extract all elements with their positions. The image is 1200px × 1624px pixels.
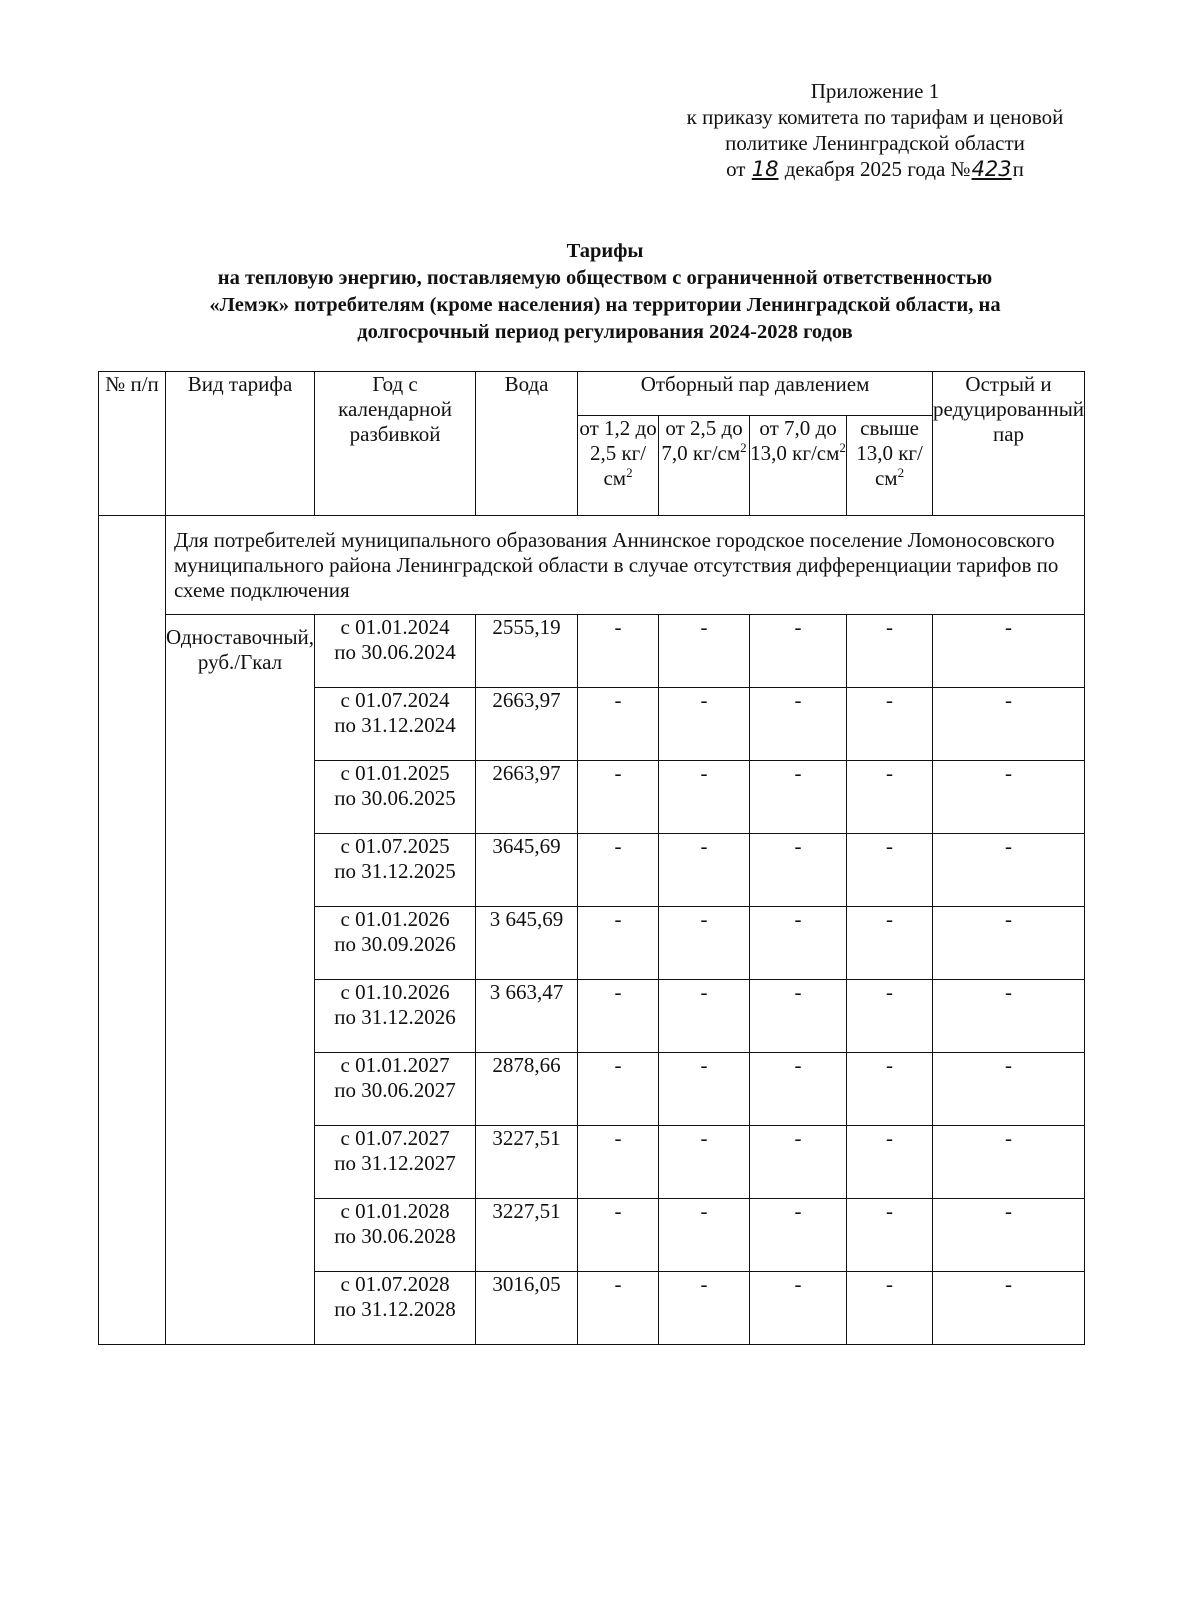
period-from: с 01.01.2024 (340, 615, 450, 639)
period-cell (315, 907, 476, 980)
period-to: по 31.12.2026 (334, 1005, 456, 1029)
dash-cell: - (578, 1126, 659, 1199)
period-to: по 31.12.2028 (334, 1297, 456, 1321)
dash-cell: - (659, 1053, 750, 1126)
title-line-4: долгосрочный период регулирования 2024-2028 годов (357, 321, 853, 343)
period-to: по 31.12.2024 (334, 713, 456, 737)
dash-cell: - (578, 688, 659, 761)
section-description: Для потребителей муниципального образования Аннинское городское поселение Ломоносовского муниципального района Ленинградской области в случае отсутствия дифференциации тарифов по схеме подключения (166, 516, 1085, 615)
period-cell (315, 834, 476, 907)
dash-cell: - (578, 907, 659, 980)
sup1: 2 (626, 465, 633, 480)
section-row (99, 516, 1085, 615)
dash-cell: - (750, 907, 847, 980)
dash-cell: - (578, 615, 659, 688)
dash-cell: - (847, 688, 933, 761)
dash-cell: - (847, 1126, 933, 1199)
sup4: 2 (897, 465, 905, 480)
dash-cell: - (659, 980, 750, 1053)
dash-cell: - (750, 1053, 847, 1126)
sub4-text: свыше 13,0 кг/см (856, 416, 923, 490)
header-number: № п/п (99, 372, 166, 516)
water-tariff-cell: 2555,19 (476, 615, 578, 688)
title-line-2: на тепловую энергию, поставляемую обществом с ограниченной ответственностью (217, 267, 993, 289)
period-from: с 01.07.2028 (340, 1272, 450, 1296)
period-from: с 01.01.2025 (340, 761, 450, 785)
water-tariff-cell: 3 663,47 (476, 980, 578, 1053)
dash-cell: - (847, 834, 933, 907)
dash-cell: - (750, 688, 847, 761)
dash-cell: - (578, 834, 659, 907)
number-suffix: п (1012, 157, 1024, 181)
dash-cell: - (847, 1053, 933, 1126)
handwritten-number: 423 (971, 157, 1012, 181)
title-line-1: Тарифы (566, 240, 644, 262)
tariff-kind-cell: Одноставочный, руб./Гкал (166, 615, 315, 1345)
water-tariff-cell: 3016,05 (476, 1272, 578, 1345)
dash-cell: - (847, 907, 933, 980)
period-from: с 01.01.2028 (340, 1199, 450, 1223)
table-row (99, 615, 1085, 688)
dash-cell: - (933, 688, 1085, 761)
sub1-text: от 1,2 до 2,5 кг/см (579, 416, 657, 490)
dash-cell: - (750, 980, 847, 1053)
appendix-line-3: политике Ленинградской области (725, 131, 1025, 155)
dash-cell: - (750, 1126, 847, 1199)
period-cell (315, 1053, 476, 1126)
dash-cell: - (578, 1199, 659, 1272)
dash-cell: - (933, 1272, 1085, 1345)
sub2-text: от 2,5 до 7,0 кг/см (661, 416, 743, 465)
water-tariff-cell: 3645,69 (476, 834, 578, 907)
water-tariff-cell: 2663,97 (476, 761, 578, 834)
header-acute-steam: Острый и редуцированный пар (933, 372, 1085, 516)
dash-cell: - (659, 907, 750, 980)
period-to: по 31.12.2027 (334, 1151, 456, 1175)
appendix-header (640, 78, 1110, 182)
header-selected-steam: Отборный пар давлением (578, 372, 933, 416)
dash-cell: - (847, 1199, 933, 1272)
dash-cell: - (847, 615, 933, 688)
period-to: по 30.06.2028 (334, 1224, 456, 1248)
dash-cell: - (847, 1272, 933, 1345)
dash-cell: - (578, 1053, 659, 1126)
dash-cell: - (659, 688, 750, 761)
dash-cell: - (659, 615, 750, 688)
dash-cell: - (659, 834, 750, 907)
dash-cell: - (933, 907, 1085, 980)
dash-cell: - (750, 834, 847, 907)
period-to: по 30.06.2027 (334, 1078, 456, 1102)
period-from: с 01.07.2024 (340, 688, 450, 712)
dash-cell: - (659, 1126, 750, 1199)
dash-cell: - (578, 980, 659, 1053)
dash-cell: - (578, 761, 659, 834)
dash-cell: - (659, 1272, 750, 1345)
period-cell (315, 980, 476, 1053)
sup3: 2 (839, 440, 846, 455)
dash-cell: - (933, 980, 1085, 1053)
dash-cell: - (933, 1126, 1085, 1199)
header-tariff-kind: Вид тарифа (166, 372, 315, 516)
handwritten-day: 18 (751, 157, 779, 181)
dash-cell: - (933, 615, 1085, 688)
dash-cell: - (750, 615, 847, 688)
period-cell (315, 688, 476, 761)
header-steam-7-13 (750, 416, 847, 516)
dash-cell: - (847, 980, 933, 1053)
period-from: с 01.10.2026 (340, 980, 450, 1004)
appendix-line-2: к приказу комитета по тарифам и ценовой (686, 105, 1064, 129)
period-to: по 30.06.2025 (334, 786, 456, 810)
date-prefix: от (726, 157, 746, 181)
header-steam-1-2-5 (578, 416, 659, 516)
period-to: по 30.06.2024 (334, 640, 456, 664)
dash-cell: - (933, 1053, 1085, 1126)
period-to: по 30.09.2026 (334, 932, 456, 956)
dash-cell: - (659, 761, 750, 834)
date-middle: декабря 2025 года № (784, 157, 971, 181)
dash-cell: - (847, 761, 933, 834)
dash-cell: - (750, 761, 847, 834)
dash-cell: - (933, 761, 1085, 834)
appendix-date-line (640, 156, 1110, 182)
water-tariff-cell: 2878,66 (476, 1053, 578, 1126)
sup2: 2 (740, 440, 747, 455)
water-tariff-cell: 2663,97 (476, 688, 578, 761)
header-water: Вода (476, 372, 578, 516)
period-cell (315, 761, 476, 834)
period-from: с 01.01.2026 (340, 907, 450, 931)
water-tariff-cell: 3 645,69 (476, 907, 578, 980)
period-from: с 01.07.2027 (340, 1126, 450, 1150)
header-steam-2-5-7 (659, 416, 750, 516)
period-from: с 01.07.2025 (340, 834, 450, 858)
dash-cell: - (750, 1272, 847, 1345)
number-cell-empty (99, 516, 166, 1345)
period-cell (315, 1126, 476, 1199)
header-steam-over-13 (847, 416, 933, 516)
dash-cell: - (659, 1199, 750, 1272)
dash-cell: - (750, 1199, 847, 1272)
water-tariff-cell: 3227,51 (476, 1126, 578, 1199)
dash-cell: - (933, 834, 1085, 907)
document-title (110, 238, 1100, 346)
water-tariff-cell: 3227,51 (476, 1199, 578, 1272)
dash-cell: - (933, 1199, 1085, 1272)
period-cell (315, 615, 476, 688)
period-cell (315, 1199, 476, 1272)
dash-cell: - (578, 1272, 659, 1345)
tariff-table (98, 371, 1085, 1345)
period-to: по 31.12.2025 (334, 859, 456, 883)
sub3-text: от 7,0 до 13,0 кг/см (750, 416, 840, 465)
header-year: Год с календарной разбивкой (315, 372, 476, 516)
appendix-line-1: Приложение 1 (810, 79, 940, 103)
period-cell (315, 1272, 476, 1345)
period-from: с 01.01.2027 (340, 1053, 450, 1077)
title-line-3: «Лемэк» потребителям (кроме населения) на территории Ленинградской области, на (209, 294, 1001, 316)
